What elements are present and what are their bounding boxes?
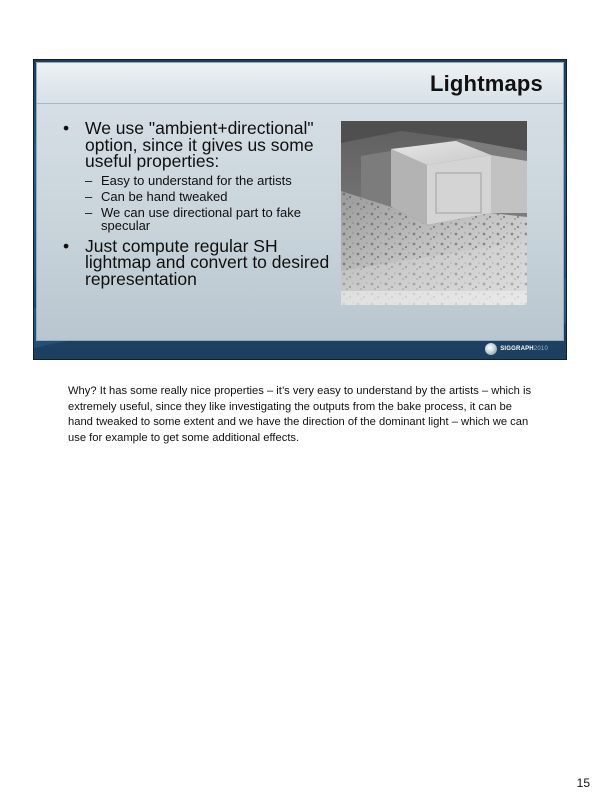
bullet-text: Just compute regular SH lightmap and convert to desired representation xyxy=(85,235,330,289)
siggraph-logo-text: SIGGRAPH2010 xyxy=(500,346,548,352)
slide-panel xyxy=(36,62,564,341)
sub-bullet-item xyxy=(59,206,339,232)
speaker-notes: Why? It has some really nice properties – it’s very easy to understand by the artists – which is extremely useful, since they like investigating the outputs from the bake process, it can be hand tweaked to some extent and we have the direction of the dominant light – which we can use for example to get some additional effects. xyxy=(68,385,532,444)
slide-content xyxy=(59,120,339,291)
slide-title-bar xyxy=(37,63,563,104)
slide xyxy=(33,59,567,360)
slide-title: Lightmaps xyxy=(429,71,543,96)
bullet-glyph: • xyxy=(63,235,70,256)
page-number: 15 xyxy=(576,776,590,790)
dash-glyph: – xyxy=(85,204,93,220)
sub-bullet-item xyxy=(59,190,339,203)
bullet-item xyxy=(59,120,339,170)
bullet-text: We use "ambient+directional" option, since it gives us some useful properties: xyxy=(85,118,314,171)
sub-bullet-text: Can be hand tweaked xyxy=(101,188,228,204)
lightmap-render-image xyxy=(341,121,527,305)
siggraph-logo xyxy=(485,342,548,356)
bullet-glyph: • xyxy=(63,118,70,138)
siggraph-logo-icon xyxy=(485,343,497,355)
dash-glyph: – xyxy=(85,188,93,204)
slide-footer xyxy=(34,339,566,359)
sub-bullet-item xyxy=(59,174,339,187)
dash-glyph: – xyxy=(85,172,93,188)
bullet-item xyxy=(59,235,339,289)
lightmap-render-graphic xyxy=(341,121,527,305)
sub-bullet-text: Easy to understand for the artists xyxy=(101,172,292,188)
sub-bullet-text: We can use directional part to fake specular xyxy=(101,204,301,233)
